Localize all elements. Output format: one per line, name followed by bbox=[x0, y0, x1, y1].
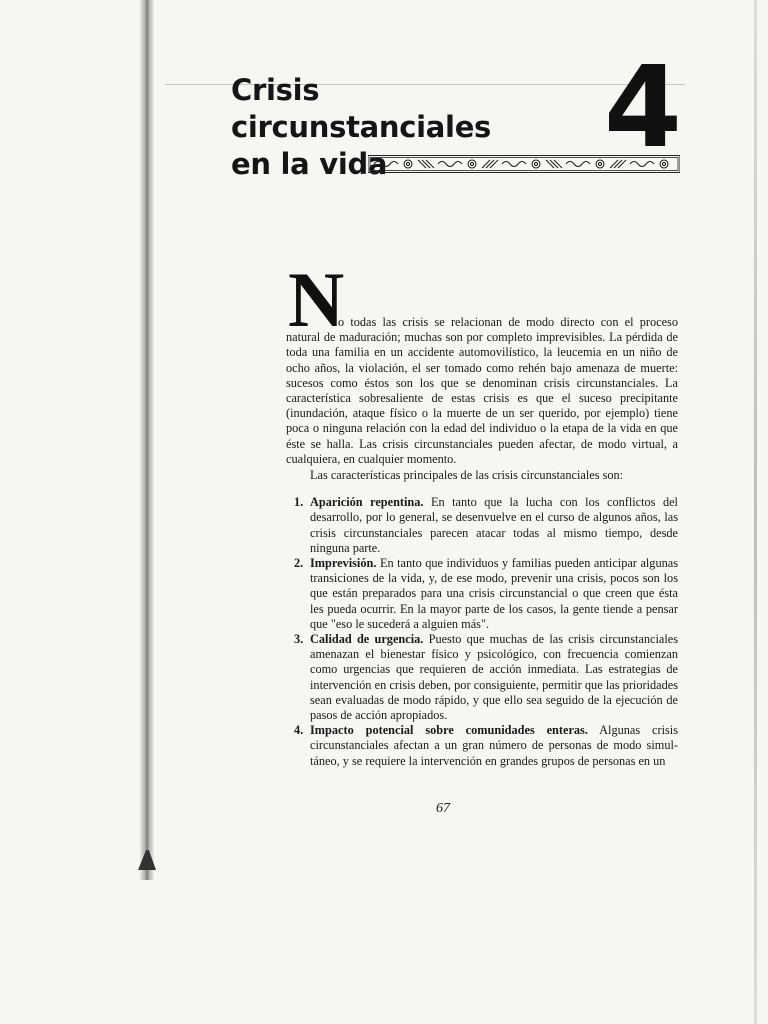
chapter-title-line-2: circunstanciales bbox=[231, 110, 492, 144]
list-item-term: Imprevisión. bbox=[310, 556, 377, 571]
list-item-number: 1. bbox=[294, 495, 304, 510]
list-item-term: Calidad de urgencia. bbox=[310, 632, 424, 647]
list-item-number: 4. bbox=[294, 723, 304, 738]
list-item bbox=[286, 556, 678, 632]
list-item-term: Impacto potencial sobre comunidades enteras. bbox=[310, 723, 588, 738]
list-lead-paragraph: Las características principales de las crisis circunstanciales son: bbox=[310, 468, 624, 483]
characteristics-list bbox=[286, 495, 678, 769]
list-item bbox=[286, 723, 678, 769]
drop-cap-letter: N bbox=[288, 256, 345, 343]
list-item-text: Puesto que muchas de las crisis circunstanciales amenazan el bienestar físico y psicológico, con frecuencia comienzan como urgencias que requieren de acción inmediata. Las estrategias de intervención en crisis deben, por consiguiente, permitir que las prioridades sean evaluadas de modo rápido, y que ello sea seguido de la ejecución de pasos de acción apropiados. bbox=[310, 632, 678, 723]
list-item-text: Algunas crisis circunstanciales afectan a un gran número de personas de modo simultáneo, y se requiere la intervención en grandes grupos de personas en un bbox=[310, 723, 678, 768]
chapter-title-line-3: en la vida bbox=[231, 147, 388, 181]
chapter-number: 4 bbox=[604, 43, 682, 173]
chapter-title-line-1: Crisis bbox=[231, 73, 320, 107]
list-item bbox=[286, 632, 678, 723]
page-number: 67 bbox=[436, 801, 450, 816]
list-item-number: 3. bbox=[294, 632, 304, 647]
book-spine-shadow bbox=[140, 0, 154, 880]
list-item-number: 2. bbox=[294, 556, 304, 571]
page-edge-shadow bbox=[754, 0, 757, 1024]
decorative-border-ornament bbox=[368, 155, 680, 173]
chapter-body bbox=[286, 315, 678, 769]
list-item-text: En tanto que individuos y familias pueden anticipar algunas transiciones de la vida, y, de ese modo, prevenir una crisis, pocos son los que están preparados para una crisis circunstancial o que creen que ésta les pueda ocurrir. En la mayor parte de los casos, la gente tiende a pensar que "eso le sucederá a alguien más". bbox=[310, 556, 679, 631]
list-item bbox=[286, 495, 678, 556]
list-item-text: En tanto que la lucha con los conflictos del desarrollo, por lo general, se desenvuelve en el curso de algunos años, las crisis circunstanciales parecen atacar todas al mismo tiempo, desde ninguna parte. bbox=[310, 495, 678, 555]
intro-paragraph: o todas las crisis se relacionan de modo directo con el proceso natural de maduración; muchas son por completo imprevisibles. La pérdida de toda una familia en un accidente automovilístico, la leucemia en un niño de ocho años, la violación, el ser tomado como rehén bajo amenaza de muerte: sucesos como éstos son los que se denominan crisis circunstanciales. La característica sobresaliente de estas crisis es que el suceso precipitante (inundación, ataque físico o la muerte de un ser querido, por ejemplo) tiene poca o ninguna relación con la edad del individuo o la etapa de la vida en que éste se halla. Las crisis circunstanciales pueden afectar, de modo virtual, a cualquiera, en cualquier momento. bbox=[286, 315, 678, 466]
list-item-term: Aparición repentina. bbox=[310, 495, 424, 510]
